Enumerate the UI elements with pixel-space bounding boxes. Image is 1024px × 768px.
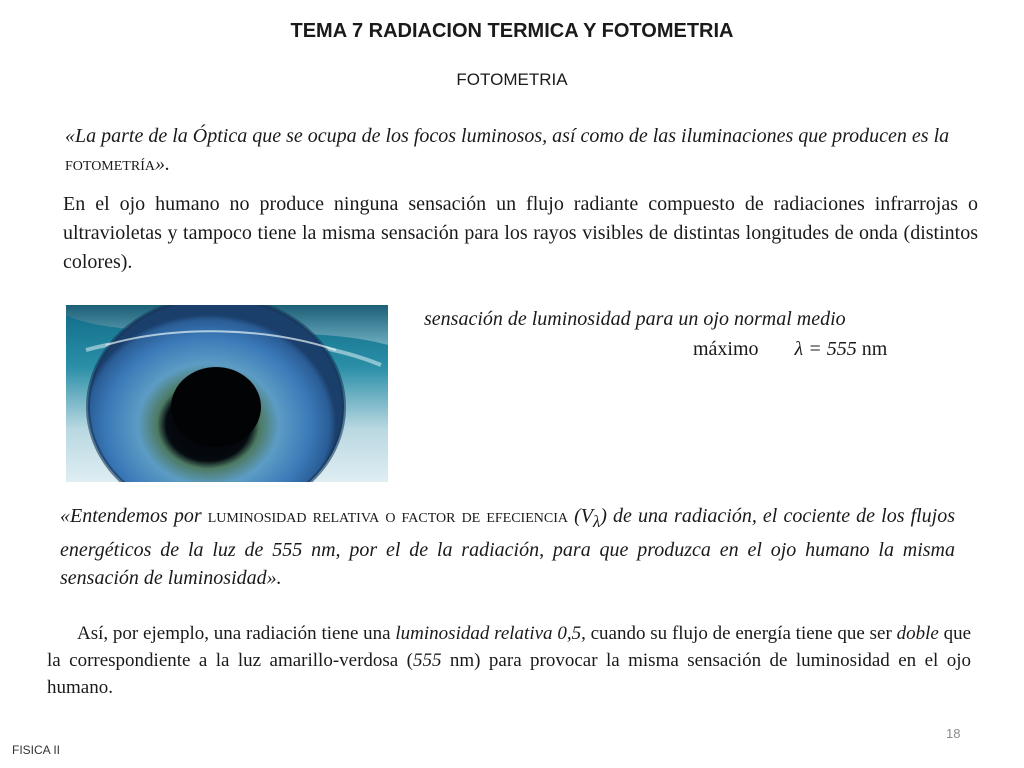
photometry-term: fotometría (65, 153, 155, 175)
maximum-label: máximo (693, 338, 759, 360)
human-eye-paragraph: En el ojo humano no produce ninguna sensación un flujo radiante compuesto de radiaciones infrarrojas o ultravioletas y tampoco tiene la misma sensación para los rayos visibles de distintas longitudes de onda (distintos colores). (63, 193, 978, 273)
luminosity-maximum (693, 338, 887, 361)
quote-open: «Entendemos por (60, 505, 208, 527)
relative-luminosity-quote (60, 502, 955, 592)
photometry-definition-quote (65, 122, 970, 178)
wavelength-value: 555 (412, 650, 442, 671)
relative-luminosity-term: luminosidad relativa o factor de efeciencia (207, 505, 568, 527)
eye-image (66, 305, 388, 482)
lambda-unit: nm (856, 338, 888, 360)
lambda-value: λ = 555 (794, 338, 857, 360)
relative-luminosity-value: luminosidad relativa 0,5 (395, 623, 582, 644)
quote-rest: de una radiación, el cociente de los flujos energéticos de la luz de 555 nm, por el de la radiación, para que produzca en el ojo humano la misma sensación de luminosidad». (60, 505, 956, 589)
luminosity-sensation-label: sensación de luminosidad para un ojo normal medio (424, 308, 846, 330)
quote-text: «La parte de la Óptica que se ocupa de los focos luminosos, así como de las iluminaciones que producen es la (65, 125, 950, 147)
example-paragraph: Así, por ejemplo, una radiación tiene una luminosidad relativa 0,5, cuando su flujo de energía tiene que ser doble que la correspondiente a la luz amarillo-verdosa (555 nm) para provocar la misma sensación de luminosidad en el ojo humano. (47, 623, 972, 698)
slide-subtitle: FOTOMETRIA (456, 70, 568, 89)
slide-title: TEMA 7 RADIACION TERMICA Y FOTOMETRIA (290, 20, 734, 42)
quote-close: ». (154, 153, 170, 175)
page-number: 18 (946, 726, 961, 741)
double-word: doble (896, 623, 939, 644)
eye-illustration (66, 305, 388, 482)
footer-label: FISICA II (12, 743, 61, 757)
v-lambda-symbol: $(V_\lambda)$ (574, 505, 607, 531)
